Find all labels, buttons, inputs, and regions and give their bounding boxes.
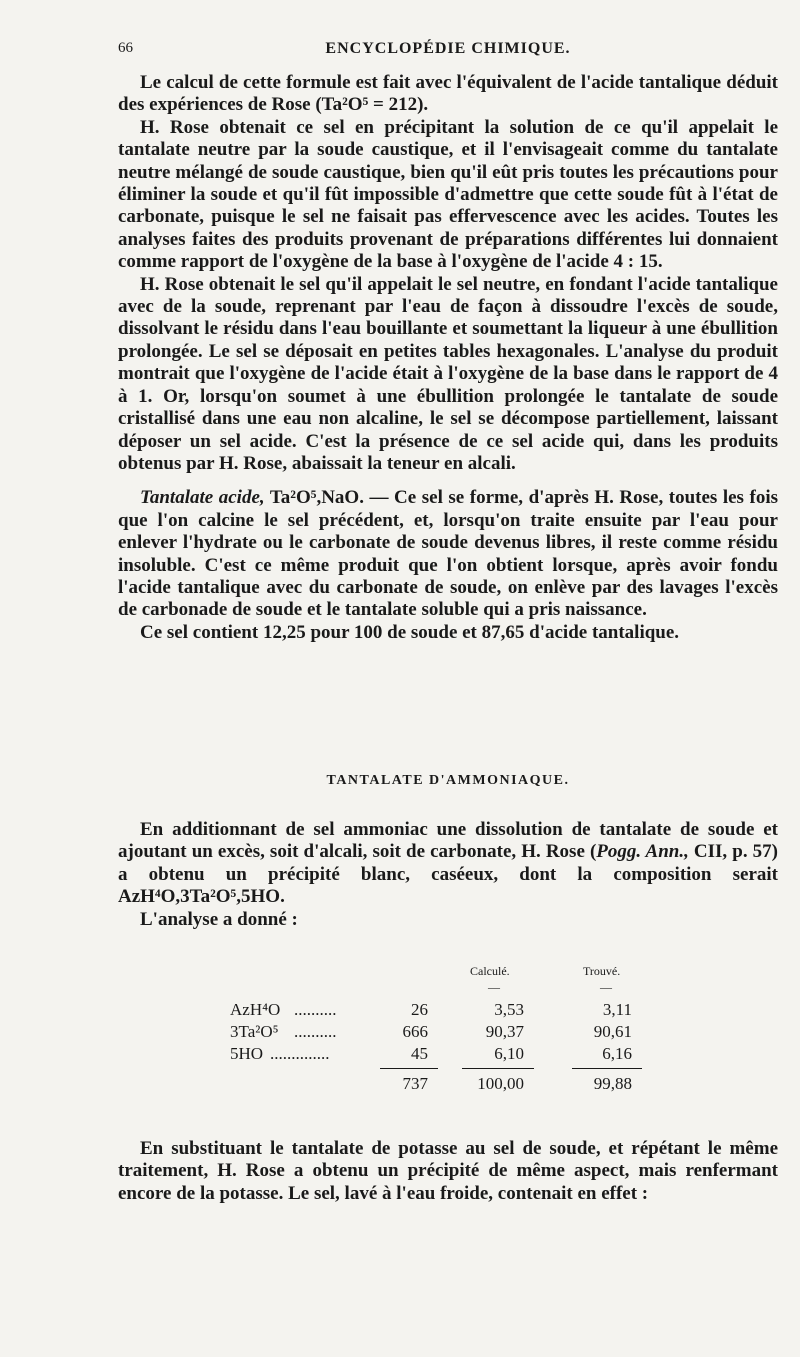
- equivalent-cell: 26: [411, 1000, 428, 1019]
- equivalent-cell: 666: [402, 1022, 428, 1041]
- paragraph: Le calcul de cette formule est fait avec l'équivalent de l'acide tantalique déduit des expériences de Rose (Ta²O⁵ = 212).: [118, 72, 778, 116]
- text-block-bottom: [118, 1138, 778, 1205]
- total-equivalent: 737: [402, 1074, 428, 1093]
- calculated-cell: 90,37: [485, 1022, 524, 1041]
- paragraph: H. Rose obtenait ce sel en précipitant la solution de ce qu'il appelait le tantalate neutre par la soude caustique, et il l'envisageait comme du tantalate neutre mélangé de soude caustique, bien qu'il eût pris toutes les précautions pour éliminer la soude et qu'il fût impossible d'admettre que cette soude fût à l'état de carbonate, puisque le sel ne faisait pas effervescence avec les acides. Toutes les analyses faites des produits provenant de préparations différentes lui donnaient comme rapport de l'oxygène de la base à l'oxygène de l'acide 4 : 15.: [118, 116, 778, 273]
- table-row: [230, 1000, 660, 1022]
- found-cell: 90,61: [593, 1022, 632, 1041]
- leader-dots: ..........: [294, 1000, 337, 1019]
- sum-rule: [380, 1068, 438, 1069]
- found-cell: 6,16: [602, 1044, 632, 1063]
- total-calculated: 100,00: [477, 1074, 524, 1093]
- page-header: [118, 40, 778, 64]
- formula-cell: 5HO: [230, 1044, 264, 1063]
- column-header-calcule: Calculé.: [470, 964, 510, 978]
- paragraph: Ce sel contient 12,25 pour 100 de soude et 87,65 d'acide tantalique.: [140, 621, 680, 643]
- equivalent-cell: 45: [411, 1044, 428, 1063]
- running-title: ENCYCLOPÉDIE CHIMIQUE.: [325, 40, 571, 57]
- leader-dots: ..........: [294, 1022, 337, 1041]
- column-dash: —: [600, 980, 612, 994]
- sum-rule: [572, 1068, 642, 1069]
- sum-rule: [462, 1068, 534, 1069]
- total-found: 99,88: [593, 1074, 632, 1093]
- calculated-cell: 6,10: [494, 1044, 524, 1063]
- found-cell: 3,11: [602, 1000, 632, 1019]
- section-title: TANTALATE D'AMMONIAQUE.: [326, 773, 570, 788]
- column-header-trouve: Trouvé.: [583, 964, 621, 978]
- paragraph: En substituant le tantalate de potasse au sel de soude, et répétant le même traitement, H. Rose a obtenu un précipité de même aspect, mais renfermant encore de la potasse. Le sel, lavé à l'eau froide, contenait en effet :: [118, 1138, 778, 1204]
- analysis-table: [230, 964, 660, 1104]
- leader-dots: ..............: [270, 1044, 330, 1063]
- paragraph-ammonia: [118, 819, 778, 909]
- totals-row: [230, 1074, 660, 1096]
- calculated-cell: 3,53: [494, 1000, 524, 1019]
- paragraph-text: CII, p. 57) a obtenu un précipité blanc, caséeux, dont la composition serait AzH⁴O,3Ta²O⁵,5HO.: [118, 841, 778, 908]
- text-block-ammonia: [118, 819, 778, 931]
- italic-lead: Tantalate acide,: [140, 487, 265, 509]
- analysis-intro: L'analyse a donné :: [140, 908, 298, 930]
- formula-cell: AzH⁴O: [230, 1000, 281, 1019]
- table-row: [230, 1044, 660, 1066]
- text-block-top: [118, 72, 778, 644]
- formula-cell: 3Ta²O⁵: [230, 1022, 279, 1041]
- paragraph-text: En additionnant de sel ammoniac une dissolution de tantalate de soude et ajoutant un excès, soit d'alcali, soit de carbonate, H. Rose (: [118, 819, 778, 863]
- paragraph-text: Ta²O⁵,NaO. — Ce sel se forme, d'après H. Rose, toutes les fois que l'on calcine le sel précédent, et, lorsqu'on traite ensuite par l'eau pour enlever l'hydrate ou le carbonate de soude devenus libres, il reste comme résidu insoluble. C'est ce même produit que l'on obtient lorsque, après avoir fondu l'acide tantalique avec du carbonate de soude, on enlève par des lavages l'excès de carbonade de soude et le tantalate soluble qui a pris naissance.: [118, 487, 779, 621]
- column-dash: —: [488, 980, 500, 994]
- page-number: 66: [118, 40, 133, 56]
- paragraph: H. Rose obtenait le sel qu'il appelait le sel neutre, en fondant l'acide tantalique avec de la soude, reprenant par l'eau de façon à dissoudre l'excès de soude, dissolvant le résidu dans l'eau bouillante et soumettant la liqueur à une ébullition prolongée. Le sel se déposait en petites tables hexagonales. L'analyse du produit montrait que l'oxygène de l'acide était à l'oxygène de la base dans le rapport de 4 à 1. Or, lorsqu'on soumet à une ébullition prolongée le tantalate de soude cristallisé dans une eau non alcaline, le sel se décompose partiellement, laissant déposer un sel acide. C'est la présence de ce sel acide qui, dans les produits obtenus par H. Rose, abaissait la teneur en alcali.: [118, 273, 778, 474]
- paragraph-tantalate-acide: [118, 487, 778, 621]
- table-row: [230, 1022, 660, 1044]
- journal-reference: Pogg. Ann.,: [596, 841, 689, 863]
